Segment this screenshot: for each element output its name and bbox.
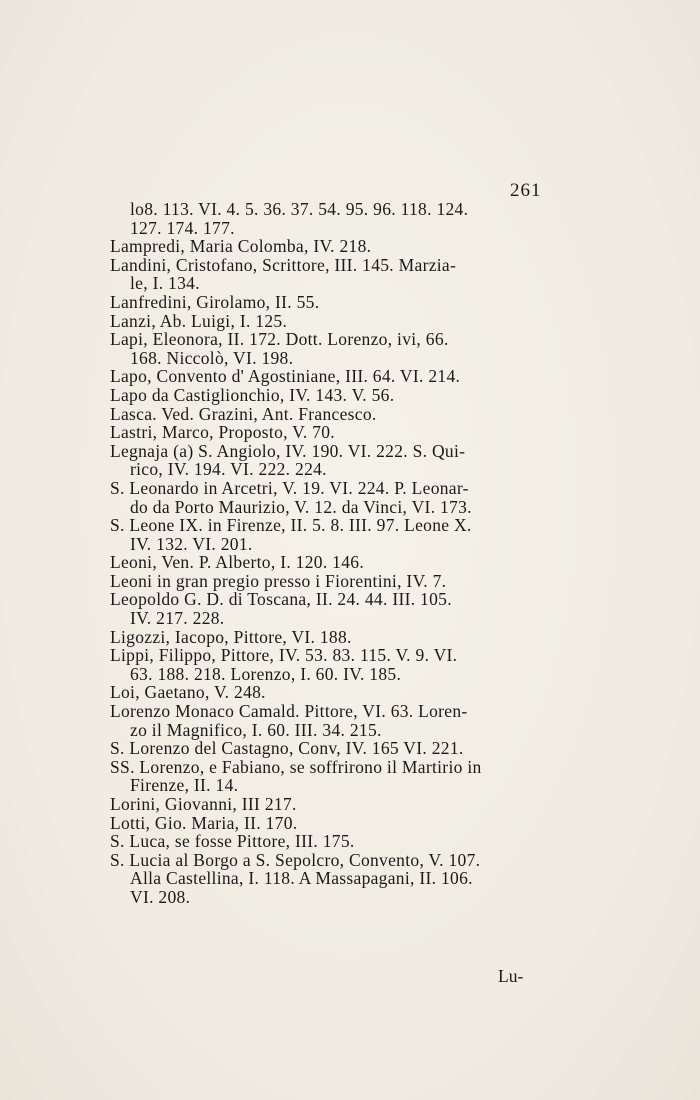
index-line: Lasca. Ved. Grazini, Ant. Francesco. [110,403,377,424]
index-line: Leoni, Ven. P. Alberto, I. 120. 146. [110,552,365,573]
catchword: Lu- [498,966,524,986]
page-number: 261 [510,180,542,201]
index-line: Loi, Gaetano, V. 248. [110,682,266,703]
index-line: 127. 174. 177. [130,217,235,238]
index-entries [110,200,555,907]
index-line: VI. 208. [130,886,191,907]
index-line: Lampredi, Maria Colomba, IV. 218. [110,236,372,257]
index-line: Lapi, Eleonora, II. 172. Dott. Lorenzo, ivi, 66. [110,329,449,350]
index-line: zo il Magnifico, I. 60. III. 34. 215. [130,719,382,740]
index-line: Alla Castellina, I. 118. A Massapagani, II. 106. [130,868,473,889]
index-line: Leopoldo G. D. di Toscana, II. 24. 44. III. 105. [110,589,452,610]
index-line: Lorini, Giovanni, III 217. [110,794,297,814]
index-line: Lorenzo Monaco Camald. Pittore, VI. 63. Loren- [110,701,468,722]
index-line: Firenze, II. 14. [130,775,239,796]
index-line: Lastri, Marco, Proposto, V. 70. [110,422,335,443]
index-line: SS. Lorenzo, e Fabiano, se soffrirono il Martirio in [110,756,482,777]
index-line: 63. 188. 218. Lorenzo, I. 60. IV. 185. [130,663,402,684]
index-line: S. Luca, se fosse Pittore, III. 175. [110,831,355,852]
index-line: Lanfredini, Girolamo, II. 55. [110,291,320,312]
index-line: Lanzi, Ab. Luigi, I. 125. [110,310,288,331]
index-line: Lapo, Convento d' Agostiniane, III. 64. VI. 214. [110,366,461,387]
index-line: Lotti, Gio. Maria, II. 170. [110,812,298,833]
index-line: do da Porto Maurizio, V. 12. da Vinci, VI. 173. [130,496,472,517]
index-line: lo8. 113. VI. 4. 5. 36. 37. 54. 95. 96. 118. 124. [130,199,469,219]
index-line: S. Lucia al Borgo a S. Sepolcro, Convento, V. 107. [110,849,481,870]
index-line: S. Leone IX. in Firenze, II. 5. 8. III. 97. Leone X. [110,515,472,536]
index-line: IV. 132. VI. 201. [130,533,253,554]
index-line: S. Lorenzo del Castagno, Conv, IV. 165 VI. 221. [110,738,464,759]
index-line: Ligozzi, Iacopo, Pittore, VI. 188. [110,626,352,647]
index-line: Lapo da Castiglionchio, IV. 143. V. 56. [110,384,395,405]
index-line: IV. 217. 228. [130,608,225,629]
index-line: S. Leonardo in Arcetri, V. 19. VI. 224. P. Leonar- [110,477,469,498]
index-line: Legnaja (a) S. Angiolo, IV. 190. VI. 222. S. Qui- [110,440,466,461]
index-line: Landini, Cristofano, Scrittore, III. 145. Marzia- [110,254,457,275]
index-line: 168. Niccolò, VI. 198. [130,347,294,368]
index-line: Leoni in gran pregio presso i Fiorentini, IV. 7. [110,570,447,591]
index-line: Lippi, Filippo, Pittore, IV. 53. 83. 115. V. 9. VI. [110,645,458,666]
index-line: rico, IV. 194. VI. 222. 224. [130,459,327,480]
index-line: le, I. 134. [130,273,200,294]
